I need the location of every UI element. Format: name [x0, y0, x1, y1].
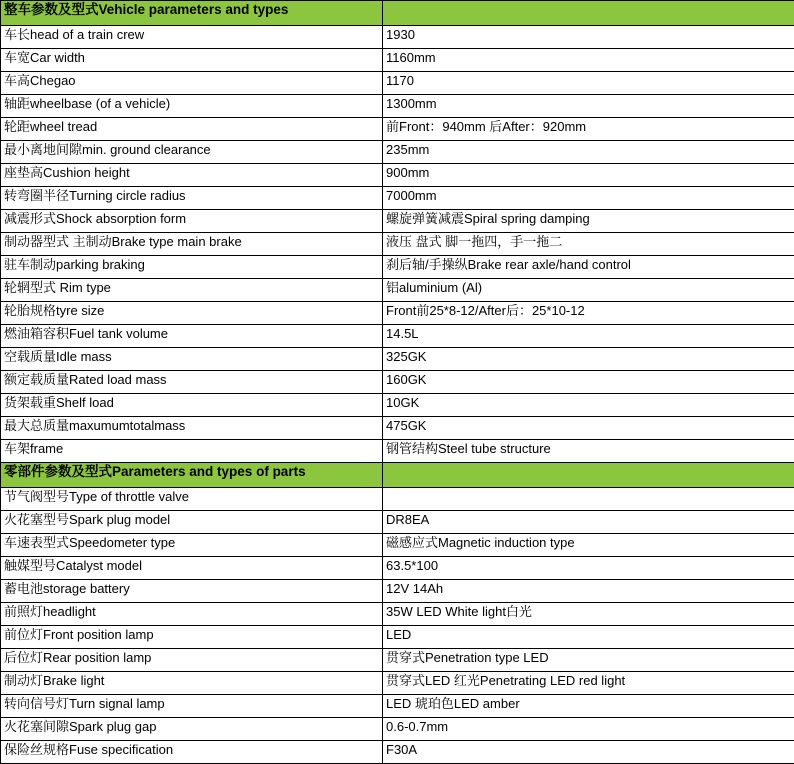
row-label: 空载质量Idle mass	[1, 348, 383, 371]
row-value: 刹后轴/手操纵Brake rear axle/hand control	[383, 256, 794, 279]
row-label: 最大总质量maxumumtotalmass	[1, 417, 383, 440]
table-row	[1, 302, 794, 325]
table-row	[1, 488, 794, 511]
row-value: 磁感应式Magnetic induction type	[383, 534, 794, 557]
section-title-vehicle-parameters: 整车参数及型式Vehicle parameters and types	[1, 1, 383, 26]
row-label: 额定载质量Rated load mass	[1, 371, 383, 394]
row-value: 贯穿式Penetration type LED	[383, 649, 794, 672]
row-label: 减震形式Shock absorption form	[1, 210, 383, 233]
row-label: 轴距wheelbase (of a vehicle)	[1, 95, 383, 118]
row-value: Front前25*8-12/After后：25*10-12	[383, 302, 794, 325]
table-row	[1, 534, 794, 557]
row-label: 车宽Car width	[1, 49, 383, 72]
row-value: 1930	[383, 26, 794, 49]
row-value: 63.5*100	[383, 557, 794, 580]
table-row	[1, 118, 794, 141]
row-label: 货架载重Shelf load	[1, 394, 383, 417]
row-value: LED	[383, 626, 794, 649]
section-header-row	[1, 463, 794, 488]
row-value: 35W LED White light白光	[383, 603, 794, 626]
row-label: 车架frame	[1, 440, 383, 463]
table-row	[1, 695, 794, 718]
section-title-parts-parameters: 零部件参数及型式Parameters and types of parts	[1, 463, 383, 488]
row-label: 火花塞间隙Spark plug gap	[1, 718, 383, 741]
table-row	[1, 417, 794, 440]
row-value: 0.6-0.7mm	[383, 718, 794, 741]
table-row	[1, 279, 794, 302]
table-row	[1, 187, 794, 210]
row-value: 液压 盘式 脚一拖四，手一拖二	[383, 233, 794, 256]
row-label: 轮距wheel tread	[1, 118, 383, 141]
row-value: 475GK	[383, 417, 794, 440]
table-row	[1, 95, 794, 118]
row-label: 制动灯Brake light	[1, 672, 383, 695]
table-row	[1, 557, 794, 580]
row-label: 前照灯headlight	[1, 603, 383, 626]
row-value: 14.5L	[383, 325, 794, 348]
row-label: 转向信号灯Turn signal lamp	[1, 695, 383, 718]
table-row	[1, 49, 794, 72]
row-value: 160GK	[383, 371, 794, 394]
section-header-row	[1, 1, 794, 26]
row-label: 车速表型式Speedometer type	[1, 534, 383, 557]
row-label: 轮胎规格tyre size	[1, 302, 383, 325]
table-row	[1, 348, 794, 371]
table-row	[1, 371, 794, 394]
row-value: 7000mm	[383, 187, 794, 210]
row-value: 900mm	[383, 164, 794, 187]
table-body	[1, 1, 794, 764]
table-row	[1, 672, 794, 695]
row-label: 燃油箱容积Fuel tank volume	[1, 325, 383, 348]
row-label: 蓄电池storage battery	[1, 580, 383, 603]
row-value	[383, 488, 794, 511]
row-label: 驻车制动parking braking	[1, 256, 383, 279]
row-label: 后位灯Rear position lamp	[1, 649, 383, 672]
row-label: 车长head of a train crew	[1, 26, 383, 49]
table-row	[1, 72, 794, 95]
row-value: 325GK	[383, 348, 794, 371]
table-row	[1, 26, 794, 49]
row-value: DR8EA	[383, 511, 794, 534]
row-value: F30A	[383, 741, 794, 764]
row-value: 前Front：940mm 后After：920mm	[383, 118, 794, 141]
table-row	[1, 141, 794, 164]
row-label: 制动器型式 主制动Brake type main brake	[1, 233, 383, 256]
table-row	[1, 233, 794, 256]
row-value: 钢管结构Steel tube structure	[383, 440, 794, 463]
row-value: 贯穿式LED 红光Penetrating LED red light	[383, 672, 794, 695]
table-row	[1, 511, 794, 534]
table-row	[1, 440, 794, 463]
row-value: 螺旋弹簧减震Spiral spring damping	[383, 210, 794, 233]
row-label: 触媒型号Catalyst model	[1, 557, 383, 580]
row-label: 火花塞型号Spark plug model	[1, 511, 383, 534]
table-row	[1, 649, 794, 672]
table-row	[1, 164, 794, 187]
section-header-spacer	[383, 463, 794, 488]
row-label: 保险丝规格Fuse specification	[1, 741, 383, 764]
row-value: LED 琥珀色LED amber	[383, 695, 794, 718]
row-label: 转弯圈半径Turning circle radius	[1, 187, 383, 210]
table-row	[1, 325, 794, 348]
table-row	[1, 741, 794, 764]
table-row	[1, 718, 794, 741]
row-label: 节气阀型号Type of throttle valve	[1, 488, 383, 511]
table-row	[1, 394, 794, 417]
row-value: 10GK	[383, 394, 794, 417]
row-label: 最小离地间隙min. ground clearance	[1, 141, 383, 164]
row-label: 轮辋型式 Rim type	[1, 279, 383, 302]
section-header-spacer	[383, 1, 794, 26]
table-row	[1, 256, 794, 279]
row-value: 235mm	[383, 141, 794, 164]
table-row	[1, 626, 794, 649]
row-label: 车高Chegao	[1, 72, 383, 95]
row-value: 铝aluminium (Al)	[383, 279, 794, 302]
row-value: 1160mm	[383, 49, 794, 72]
table-row	[1, 210, 794, 233]
row-label: 前位灯Front position lamp	[1, 626, 383, 649]
row-value: 1170	[383, 72, 794, 95]
row-label: 座垫高Cushion height	[1, 164, 383, 187]
table-row	[1, 603, 794, 626]
row-value: 12V 14Ah	[383, 580, 794, 603]
row-value: 1300mm	[383, 95, 794, 118]
table-row	[1, 580, 794, 603]
